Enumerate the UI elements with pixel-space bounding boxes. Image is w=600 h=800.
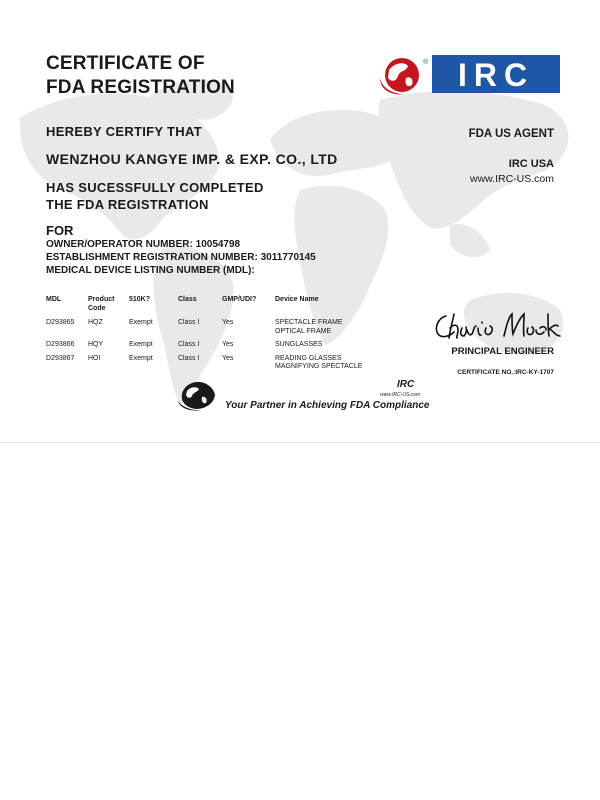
cell-mdl: D293867 [46,354,75,362]
cell-510k: Exempt [129,341,153,348]
owner-operator-number: OWNER/OPERATOR NUMBER: 10054798 [46,239,241,250]
cell-device [275,319,369,341]
col-product-code: Product Code [88,296,115,312]
table-header-row [46,296,369,319]
globe-icon [178,381,218,411]
completion-line-2: THE FDA REGISTRATION [46,197,209,212]
certificate-title [46,52,235,100]
establishment-number: ESTABLISHMENT REGISTRATION NUMBER: 3011770145 [46,252,316,263]
completion-line-1: HAS SUCESSFULLY COMPLETED [46,180,264,195]
registered-mark: ® [423,59,429,66]
cell-code: HQY [88,341,104,348]
col-mdl: MDL [46,296,62,303]
cell-mdl: D293865 [46,319,75,326]
cell-gmp: Yes [222,319,234,326]
hereby-certify-text: HEREBY CERTIFY THAT [46,124,202,139]
footer-irc-website: www.IRC-US.com [380,392,421,398]
device-line-1: SUNGLASSES [275,341,323,348]
company-name: WENZHOU KANGYE IMP. & EXP. CO., LTD [46,151,338,167]
col-device-name: Device Name [275,296,319,303]
title-line-2: FDA REGISTRATION [46,77,235,98]
tagline: Your Partner in Achieving FDA Compliance [225,400,430,411]
agent-website: www.IRC-US.com [469,173,554,185]
cell-code: HOI [88,354,101,362]
cell-device [275,341,369,355]
certificate-number: CERTIFICATE NO.:IRC-KY-1707 [457,369,554,376]
title-line-1: CERTIFICATE OF [46,53,205,74]
device-line-1: READING GLASSES [275,354,342,362]
cell-510k: Exempt [129,354,153,362]
table-row [46,355,369,377]
cell-class: Class I [178,354,200,362]
irc-logo [376,52,560,96]
cell-device [275,355,369,377]
cell-gmp: Yes [222,341,234,348]
signature [432,306,562,342]
device-listing-table [46,296,369,377]
cell-510k: Exempt [129,319,153,326]
col-510k: 510K? [129,296,151,303]
footer-irc-label: IRC [397,379,415,390]
cell-mdl: D293866 [46,341,75,348]
table-row [46,319,369,341]
agent-name: IRC USA [508,158,554,170]
table-row [46,341,369,355]
cell-code: HQZ [88,319,103,326]
logo-text: IRC [457,57,535,93]
col-class: Class [178,296,197,303]
cell-gmp: Yes [222,354,234,362]
listing-number-label: MEDICAL DEVICE LISTING NUMBER (MDL): [46,265,255,276]
cell-class: Class I [178,319,200,326]
device-line-2: OPTICAL FRAME [275,327,332,335]
fda-us-agent-label: FDA US AGENT [468,128,554,140]
device-line-1: SPECTACLE FRAME [275,319,343,326]
registration-numbers [46,238,316,277]
col-gmp-udi: GMP/UDI? [222,296,257,303]
completion-statement [46,179,264,213]
for-label: FOR [46,223,74,238]
device-line-2: MAGNIFYING SPECTACLE [275,363,363,370]
cell-class: Class I [178,341,200,348]
signatory-title: PRINCIPAL ENGINEER [451,346,554,357]
